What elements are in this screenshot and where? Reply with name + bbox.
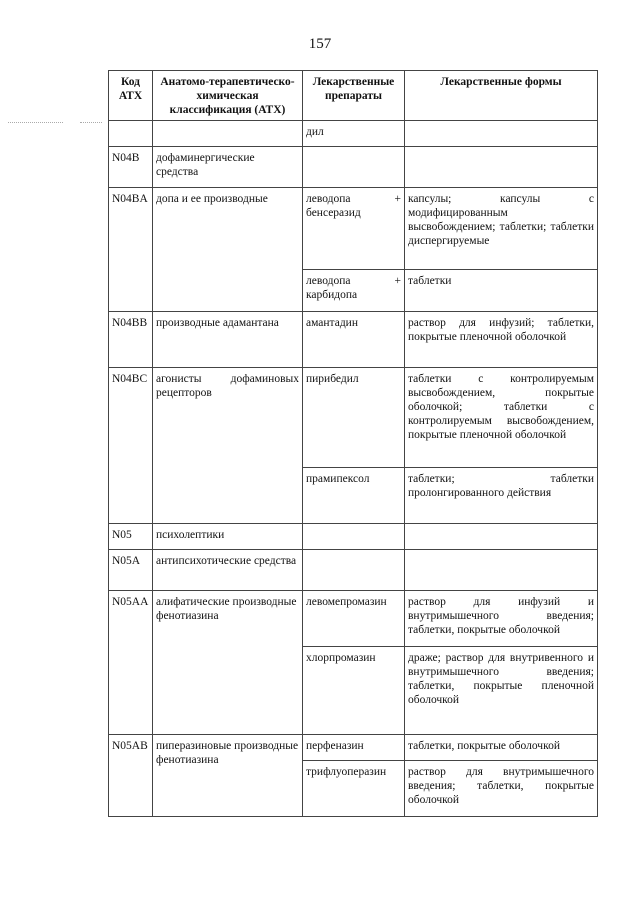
cell-code: N04BC — [109, 368, 153, 524]
cell-drug: трифлуоперазин — [303, 761, 405, 817]
header-forms: Лекарственные формы — [405, 71, 598, 121]
cell-code: N05AB — [109, 735, 153, 817]
cell-drug: леводопа + карбидопа — [303, 270, 405, 312]
cell-drug: левомепромазин — [303, 591, 405, 647]
table-row — [109, 188, 598, 270]
cell-class: пиперазиновые производные фенотиазина — [153, 735, 303, 817]
cell-forms: раствор для инфузий и внутримышечного введения; таблетки, покрытые оболочкой — [405, 591, 598, 647]
cell-forms: капсулы; капсулы с модифицированным высвобождением; таблетки; таблетки диспергируемые — [405, 188, 598, 270]
cell-forms — [405, 147, 598, 188]
cell-class: антипсихотические средства — [153, 550, 303, 591]
cell-forms: драже; раствор для внутривенного и внутримышечного введения; таблетки, покрытые пленочной оболочкой — [405, 647, 598, 735]
scan-artifact-line — [8, 122, 63, 123]
header-code: Код АТХ — [109, 71, 153, 121]
header-classification: Анатомо-терапевтическо-химическая классификация (АТХ) — [153, 71, 303, 121]
cell-forms — [405, 550, 598, 591]
page-number: 157 — [308, 36, 332, 52]
cell-drug: пирибедил — [303, 368, 405, 468]
table-row — [109, 147, 598, 188]
table-row — [109, 312, 598, 368]
cell-class: агонисты дофаминовых рецепторов — [153, 368, 303, 524]
cell-code: N04B — [109, 147, 153, 188]
cell-class: допа и ее производные — [153, 188, 303, 312]
cell-class — [153, 121, 303, 147]
header-drugs: Лекарственные препараты — [303, 71, 405, 121]
table-row — [109, 368, 598, 468]
cell-forms: раствор для инфузий; таблетки, покрытые пленочной оболочкой — [405, 312, 598, 368]
cell-code: N05 — [109, 524, 153, 550]
drug-classification-table — [108, 70, 598, 817]
table-header-row — [109, 71, 598, 121]
cell-drug: перфеназин — [303, 735, 405, 761]
cell-code — [109, 121, 153, 147]
cell-class: психолептики — [153, 524, 303, 550]
table-row — [109, 524, 598, 550]
cell-code: N04BB — [109, 312, 153, 368]
cell-forms — [405, 524, 598, 550]
cell-forms: таблетки — [405, 270, 598, 312]
cell-drug: прамипексол — [303, 468, 405, 524]
cell-forms: таблетки с контролируемым высвобождением, покрытые оболочкой; таблетки с контролируемым высвобождением, покрытые пленочной оболочкой — [405, 368, 598, 468]
table-row — [109, 121, 598, 147]
cell-drug: амантадин — [303, 312, 405, 368]
cell-class: алифатические производные фенотиазина — [153, 591, 303, 735]
cell-class: дофаминергические средства — [153, 147, 303, 188]
cell-drug — [303, 524, 405, 550]
cell-drug — [303, 147, 405, 188]
table-row — [109, 735, 598, 761]
cell-drug: хлорпромазин — [303, 647, 405, 735]
cell-forms: таблетки; таблетки пролонгированного действия — [405, 468, 598, 524]
cell-code: N05A — [109, 550, 153, 591]
cell-forms: таблетки, покрытые оболочкой — [405, 735, 598, 761]
cell-forms — [405, 121, 598, 147]
scan-artifact-line — [80, 122, 102, 123]
cell-drug: леводопа + бенсеразид — [303, 188, 405, 270]
table-row — [109, 550, 598, 591]
table-row — [109, 591, 598, 647]
cell-class: производные адамантана — [153, 312, 303, 368]
cell-drug: дил — [303, 121, 405, 147]
cell-drug — [303, 550, 405, 591]
cell-code: N04BA — [109, 188, 153, 312]
cell-forms: раствор для внутримышечного введения; таблетки, покрытые оболочкой — [405, 761, 598, 817]
cell-code: N05AA — [109, 591, 153, 735]
